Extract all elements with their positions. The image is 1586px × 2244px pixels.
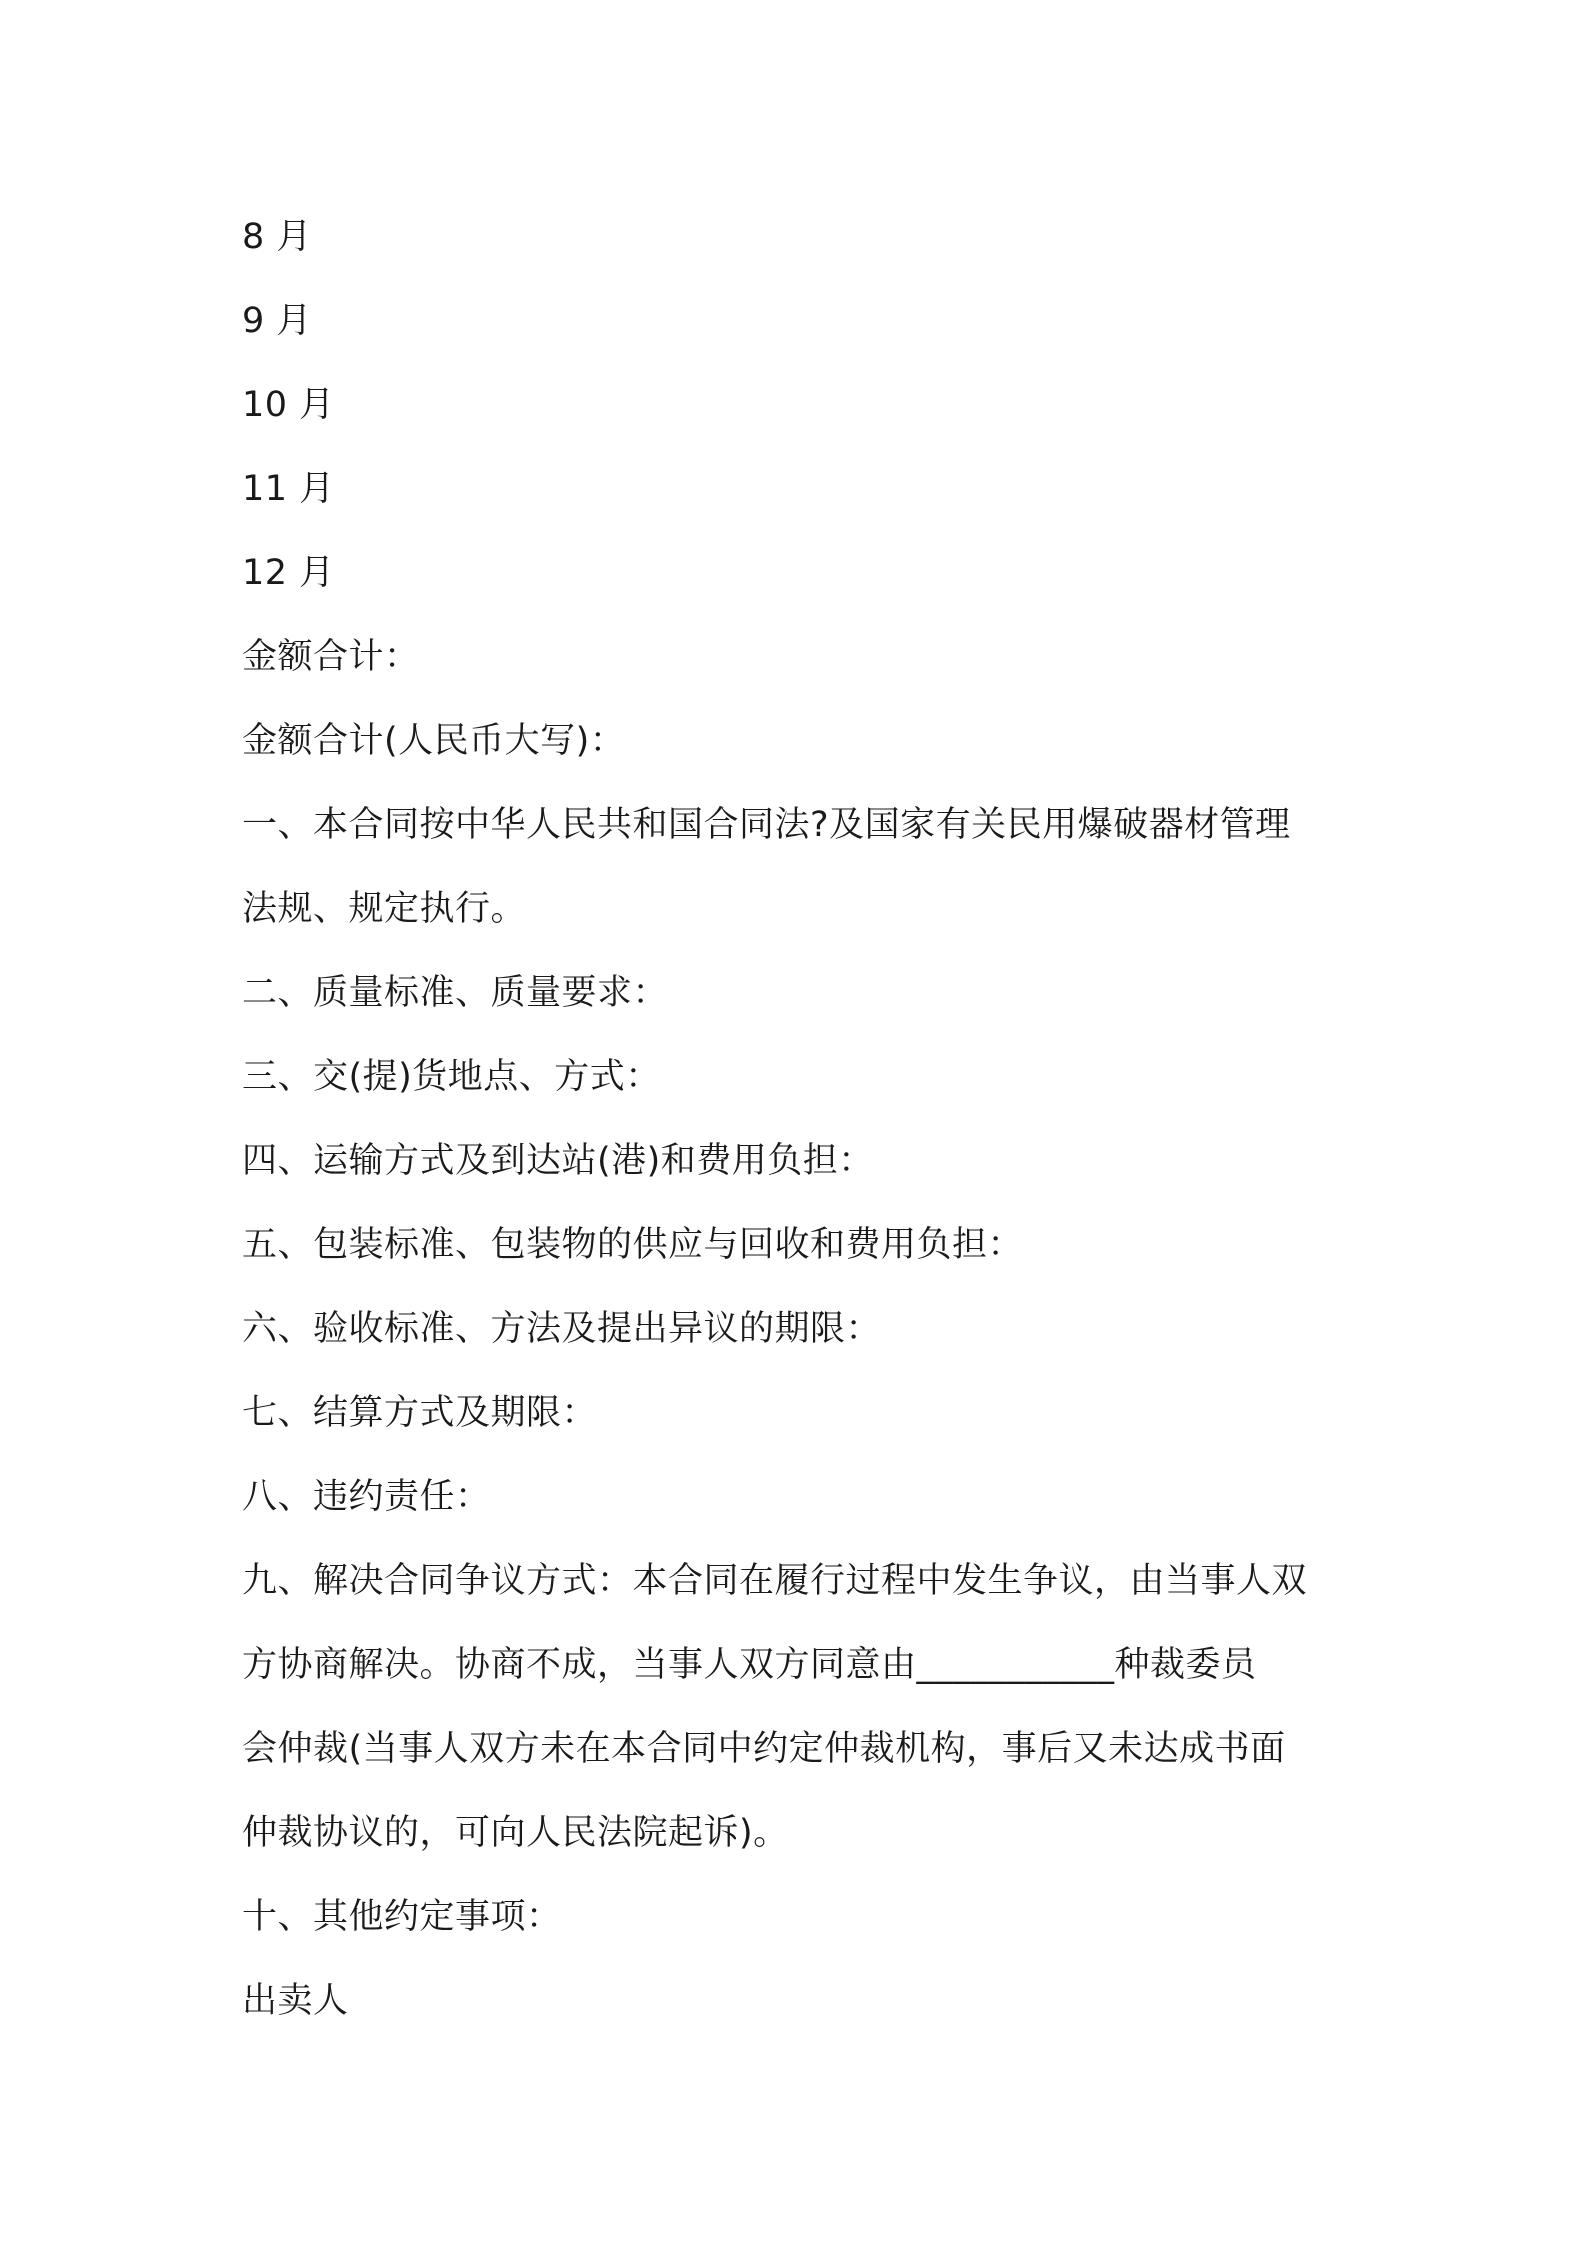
clause-10-other: 十、其他约定事项：	[242, 1897, 562, 1937]
clause-5-packaging: 五、包装标准、包装物的供应与回收和费用负担：	[242, 1225, 1024, 1265]
clause-9-line-4: 仲裁协议的，可向人民法院起诉)。	[242, 1813, 789, 1853]
clause-1-line-1: 一、本合同按中华人民共和国合同法?及国家有关民用爆破器材管理	[242, 805, 1291, 845]
month-september-line: 9 月	[242, 301, 312, 341]
clause-3-delivery: 三、交(提)货地点、方式：	[242, 1057, 661, 1097]
clause-2-quality: 二、质量标准、质量要求：	[242, 973, 669, 1013]
clause-1-line-2: 法规、规定执行。	[242, 889, 527, 929]
seller-label: 出卖人	[242, 1981, 349, 2021]
month-august-line: 8 月	[242, 217, 312, 257]
clause-7-settlement: 七、结算方式及期限：	[242, 1393, 598, 1433]
clause-9-line-3: 会仲裁(当事人双方未在本合同中约定仲裁机构，事后又未达成书面	[242, 1729, 1286, 1769]
amount-total-uppercase-line: 金额合计(人民币大写)：	[242, 721, 626, 761]
clause-9-line-1: 九、解决合同争议方式：本合同在履行过程中发生争议，由当事人双	[242, 1561, 1308, 1601]
clause-4-transport: 四、运输方式及到达站(港)和费用负担：	[242, 1141, 874, 1181]
month-november-line: 11 月	[242, 469, 335, 509]
clause-8-liability: 八、违约责任：	[242, 1477, 491, 1517]
amount-total-line: 金额合计：	[242, 637, 420, 677]
document-body	[242, 195, 1362, 2043]
clause-6-acceptance: 六、验收标准、方法及提出异议的期限：	[242, 1309, 882, 1349]
month-october-line: 10 月	[242, 385, 335, 425]
clause-9-line-2: 方协商解决。协商不成，当事人双方同意由___________种裁委员	[242, 1645, 1257, 1685]
month-december-line: 12 月	[242, 553, 335, 593]
